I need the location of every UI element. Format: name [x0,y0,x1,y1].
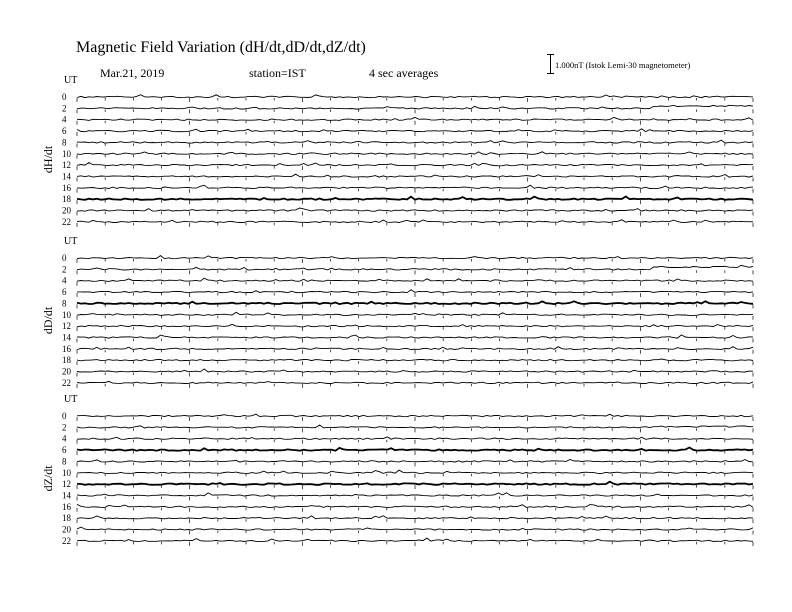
trace-line [77,163,753,166]
trace-tick-label: 12 [62,479,71,490]
trace-tick-label: 0 [62,411,67,421]
trace-line [77,324,753,326]
trace-line [77,359,753,361]
trace-line [77,448,753,451]
trace-tick-label: 2 [62,422,67,433]
trace-line [77,278,753,281]
trace-tick-label: 8 [62,137,67,148]
chart-title: Magnetic Field Variation (dH/dt,dD/dt,dZ/dt) [76,39,366,56]
trace-tick-label: 20 [62,205,71,216]
trace-tick-label: 14 [62,171,71,182]
trace-tick-label: 18 [62,355,71,366]
trace-line [77,312,753,315]
trace-line [77,335,753,338]
y-axis-label: dH/dt [41,145,55,174]
trace-line [77,460,753,463]
y-axis-label: dZ/dt [41,465,55,492]
trace-line [77,197,753,200]
trace-tick-label: 10 [62,148,71,159]
trace-tick-label: 0 [62,92,67,102]
trace-line [77,220,753,223]
trace-line [77,301,753,304]
station-label: station=IST [249,66,306,80]
trace-tick-label: 18 [62,194,71,205]
trace-tick-label: 4 [62,433,67,444]
ut-axis-label: UT [64,236,78,247]
trace-line [77,538,753,541]
trace-tick-label: 16 [62,182,71,193]
ut-axis-label: UT [64,75,78,86]
trace-tick-label: 16 [62,343,71,354]
trace-tick-label: 12 [62,160,71,171]
trace-tick-label: 16 [62,501,71,512]
date-label: Mar.21, 2019 [100,66,165,80]
trace-tick-label: 14 [62,332,71,343]
trace-tick-label: 22 [62,216,71,227]
trace-tick-label: 2 [62,103,67,114]
trace-tick-label: 10 [62,467,71,478]
trace-line [77,95,753,98]
trace-line [77,493,753,496]
y-axis-label: dD/dt [41,306,55,335]
trace-tick-label: 22 [62,377,71,388]
trace-line [77,527,753,530]
trace-tick-label: 18 [62,513,71,524]
trace-tick-label: 12 [62,321,71,332]
trace-line [77,482,753,485]
trace-line [77,425,753,428]
trace-line [77,208,753,211]
trace-line [77,265,753,270]
trace-line [77,117,753,120]
trace-tick-label: 8 [62,298,67,309]
trace-tick-label: 4 [62,114,67,125]
trace-tick-label: 4 [62,275,67,286]
trace-line [77,129,753,132]
trace-line [77,437,753,440]
trace-line [77,256,753,259]
trace-line [77,414,753,417]
trace-tick-label: 8 [62,456,67,467]
trace-line [77,347,753,350]
trace-tick-label: 6 [62,287,67,298]
trace-tick-label: 6 [62,126,67,137]
trace-tick-label: 20 [62,366,71,377]
trace-line [77,290,753,293]
trace-line [77,470,753,473]
ut-axis-label: UT [64,394,78,405]
scale-label: 1.000nT (Istok Lemi-30 magnetometer) [555,60,691,70]
trace-line [77,381,753,383]
trace-line [77,369,753,372]
averages-label: 4 sec averages [369,66,439,80]
trace-line [77,504,753,507]
trace-line [77,105,753,109]
trace-tick-label: 22 [62,535,71,546]
trace-tick-label: 14 [62,490,71,501]
trace-tick-label: 2 [62,264,67,275]
trace-line [77,516,753,519]
trace-tick-label: 0 [62,253,67,263]
trace-tick-label: 20 [62,524,71,535]
trace-line [77,140,753,143]
trace-tick-label: 6 [62,445,67,456]
trace-tick-label: 10 [62,309,71,320]
trace-line [77,152,753,155]
trace-line [77,185,753,188]
trace-line [77,174,753,177]
